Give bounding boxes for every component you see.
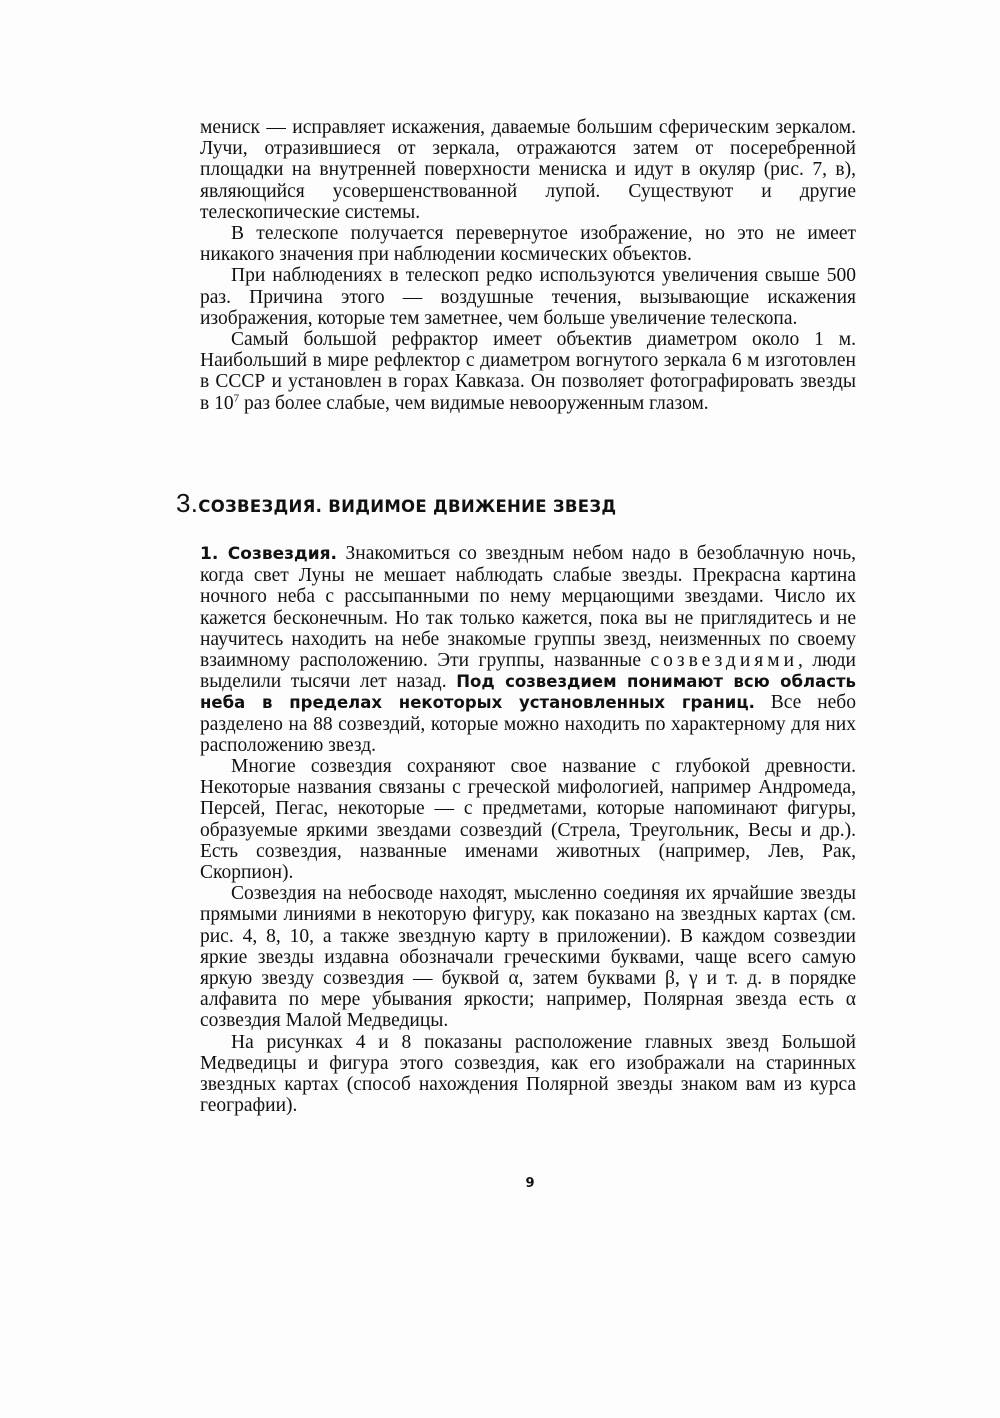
refractor-text: Самый большой рефрактор имеет объектив диаметром около 1 м. Наибольший в мире рефлектор с диаметром вогнутого зеркала 6 м изготовлен в СССР и установлен в горах Кавказа. Он позволяет фотографировать звезды в 10	[200, 329, 856, 414]
refractor-text-after: раз более слабые, чем видимые невооруженным глазом.	[239, 392, 709, 414]
subsection-heading: 1. Созвездия.	[200, 544, 338, 564]
paragraph-finding-constellations: Созвездия на небосводе находят, мысленно соединяя их ярчайшие звезды прямыми линиями в некоторую фигуру, как показано на звездных картах (см. рис. 4, 8, 10, а также звездную карту в приложении). В каждом созвездии яркие звезды издавна обозначали греческими буквами, чаще всего самую яркую звезду созвездия — буквой α, затем буквами β, γ и т. д. в порядке алфавита по мере убывания яркости; например, Полярная звезда есть α созвездия Малой Медведицы.	[200, 883, 856, 1032]
paragraph-big-dipper: На рисунках 4 и 8 показаны расположение главных звезд Большой Медведицы и фигура этого созвездия, как его изображали на старинных звездных картах (способ нахождения Полярной звезды знаком вам из курса географии).	[200, 1031, 856, 1117]
bold-definition: Под созвездием понимают всю область неба в пределах некоторых установленных границ.	[200, 672, 856, 713]
paragraph-names-origin: Многие созвездия сохраняют свое название с глубокой древности. Некоторые названия связаны с греческой мифологией, например Андромеда, Персей, Пегас, некоторые — с предметами, которые напоминают фигуры, образуемые яркими звездами созвездий (Стрела, Треугольник, Весы и др.). Есть созвездия, названные именами животных (например, Лев, Рак, Скорпион).	[200, 756, 856, 884]
top-text-block	[200, 117, 856, 414]
page-number: 9	[525, 1176, 535, 1191]
paragraph-meniscus: мениск — исправляет искажения, даваемые большим сферическим зеркалом. Лучи, отразившиеся от зеркала, отражаются затем от посеребренной площадки на внутренней поверхности мениска и идут в окуляр (рис. 7, в), являющийся усовершенствованной лупой. Существуют и другие телескопические системы.	[200, 117, 856, 223]
spaced-term: созвездиями	[650, 650, 799, 672]
bottom-text-block	[200, 543, 856, 1116]
paragraph-constellations-intro	[200, 543, 856, 756]
section-number: 3.	[176, 488, 199, 518]
section-title-text: СОЗВЕЗДИЯ. ВИДИМОЕ ДВИЖЕНИЕ ЗВЕЗД	[198, 497, 617, 516]
subsection-text-1: Знакомиться со звездным небом надо в безоблачную ночь, когда свет Луны не мешает наблюдать слабые звезды. Прекрасна картина ночного неба с рассыпанными по нему мерцающими звездами. Число их кажется бесконечным. Но так только кажется, пока вы не приглядитесь и не научитесь находить на небе знакомые группы звезд, неизменных по своему взаимному расположению. Эти группы, названные	[200, 543, 856, 672]
subsection-text-2: , люди выделили тысячи лет назад.	[200, 650, 856, 693]
subsection-text-3: Все небо разделено на 88 созвездий, которые можно находить по характерному для них расположению звезд.	[200, 692, 856, 756]
paragraph-magnification: При наблюдениях в телескоп редко используются увеличения свыше 500 раз. Причина этого — воздушные течения, вызывающие искажения изображения, которые тем заметнее, чем больше увеличение телескопа.	[200, 265, 856, 329]
paragraph-largest-telescopes	[200, 329, 856, 414]
section-heading	[176, 488, 876, 519]
exponent: 7	[233, 392, 240, 405]
paragraph-inverted-image: В телескопе получается перевернутое изображение, но это не имеет никакого значения при наблюдении космических объектов.	[200, 223, 856, 266]
